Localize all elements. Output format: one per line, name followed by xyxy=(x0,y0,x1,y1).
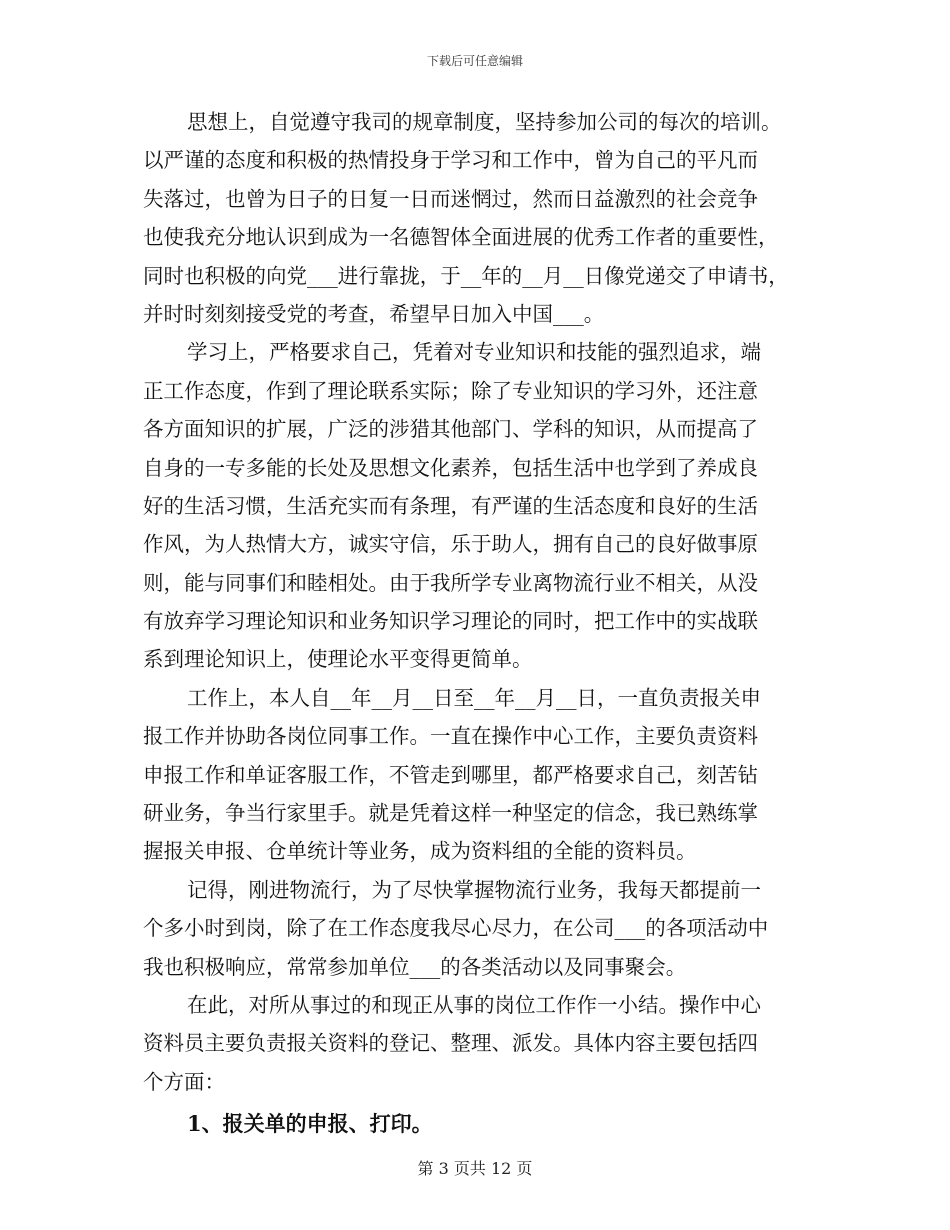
text-line: 申报工作和单证客服工作，不管走到哪里，都严格要求自己，刻苦钻 xyxy=(143,762,758,787)
text-line: 资料员主要负责报关资料的登记、整理、派发。具体内容主要包括四 xyxy=(143,1031,758,1056)
text-line: 我也积极响应，常常参加单位___的各类活动以及同事聚会。 xyxy=(143,954,687,979)
paragraph-study xyxy=(143,333,823,679)
text-line: 学习上，严格要求自己，凭着对专业知识和技能的强烈追求，端 xyxy=(187,340,761,365)
section-heading: 1、报关单的申报、打印。 xyxy=(187,1111,433,1137)
text-line: 好的生活习惯，生活充实而有条理，有严谨的生活态度和良好的生活 xyxy=(143,493,758,518)
text-line: 自身的一专多能的长处及思想文化素养，包括生活中也学到了养成良 xyxy=(143,455,758,480)
text-line: 报工作并协助各岗位同事工作。一直在操作中心工作，主要负责资料 xyxy=(143,724,758,749)
text-line: 在此，对所从事过的和现正从事的岗位工作作一小结。操作中心 xyxy=(187,992,761,1017)
text-line: 并时时刻刻接受党的考查，希望早日加入中国___。 xyxy=(143,301,605,326)
text-line: 系到理论知识上，使理论水平变得更简单。 xyxy=(143,647,533,672)
paragraph-summary xyxy=(143,986,823,1101)
text-line: 有放弃学习理论知识和业务知识学习理论的同时，把工作中的实战联 xyxy=(143,609,758,634)
document-body xyxy=(143,103,823,1147)
text-line: 正工作态度，作到了理论联系实际；除了专业知识的学习外，还注意 xyxy=(143,378,758,403)
text-line: 以严谨的态度和积极的热情投身于学习和工作中，曾为自己的平凡而 xyxy=(143,148,758,173)
paragraph-ideology xyxy=(143,103,823,333)
text-line: 失落过，也曾为日子的日复一日而迷惘过，然而日益激烈的社会竞争 xyxy=(143,186,758,211)
text-line: 作风，为人热情大方，诚实守信，乐于助人，拥有自己的良好做事原 xyxy=(143,532,758,557)
page-footer: 第 3 页共 12 页 xyxy=(417,1159,533,1178)
text-line: 个多小时到岗，除了在工作态度我尽心尽力，在公司___的各项活动中 xyxy=(143,916,769,941)
text-line: 同时也积极的向党___进行靠拢，于__年的__月__日像党递交了申请书， xyxy=(143,263,789,288)
text-line: 个方面： xyxy=(143,1069,225,1094)
text-line: 记得，刚进物流行，为了尽快掌握物流行业务，我每天都提前一 xyxy=(187,877,761,902)
text-line: 也使我充分地认识到成为一名德智体全面进展的优秀工作者的重要性， xyxy=(143,225,779,250)
text-line: 思想上，自觉遵守我司的规章制度，坚持参加公司的每次的培训。 xyxy=(187,110,782,134)
paragraph-memory xyxy=(143,871,823,986)
text-line: 研业务，争当行家里手。就是凭着这样一种坚定的信念，我已熟练掌 xyxy=(143,801,758,826)
text-line: 则，能与同事们和睦相处。由于我所学专业离物流行业不相关，从没 xyxy=(143,570,758,595)
paragraph-work xyxy=(143,679,823,871)
text-line: 各方面知识的扩展，广泛的涉猎其他部门、学科的知识，从而提高了 xyxy=(143,417,758,442)
text-line: 工作上，本人自__年__月__日至__年__月__日，一直负责报关申 xyxy=(187,685,761,710)
page-header: 下载后可任意编辑 xyxy=(426,54,523,68)
text-line: 握报关申报、仓单统计等业务，成为资料组的全能的资料员。 xyxy=(143,839,697,864)
